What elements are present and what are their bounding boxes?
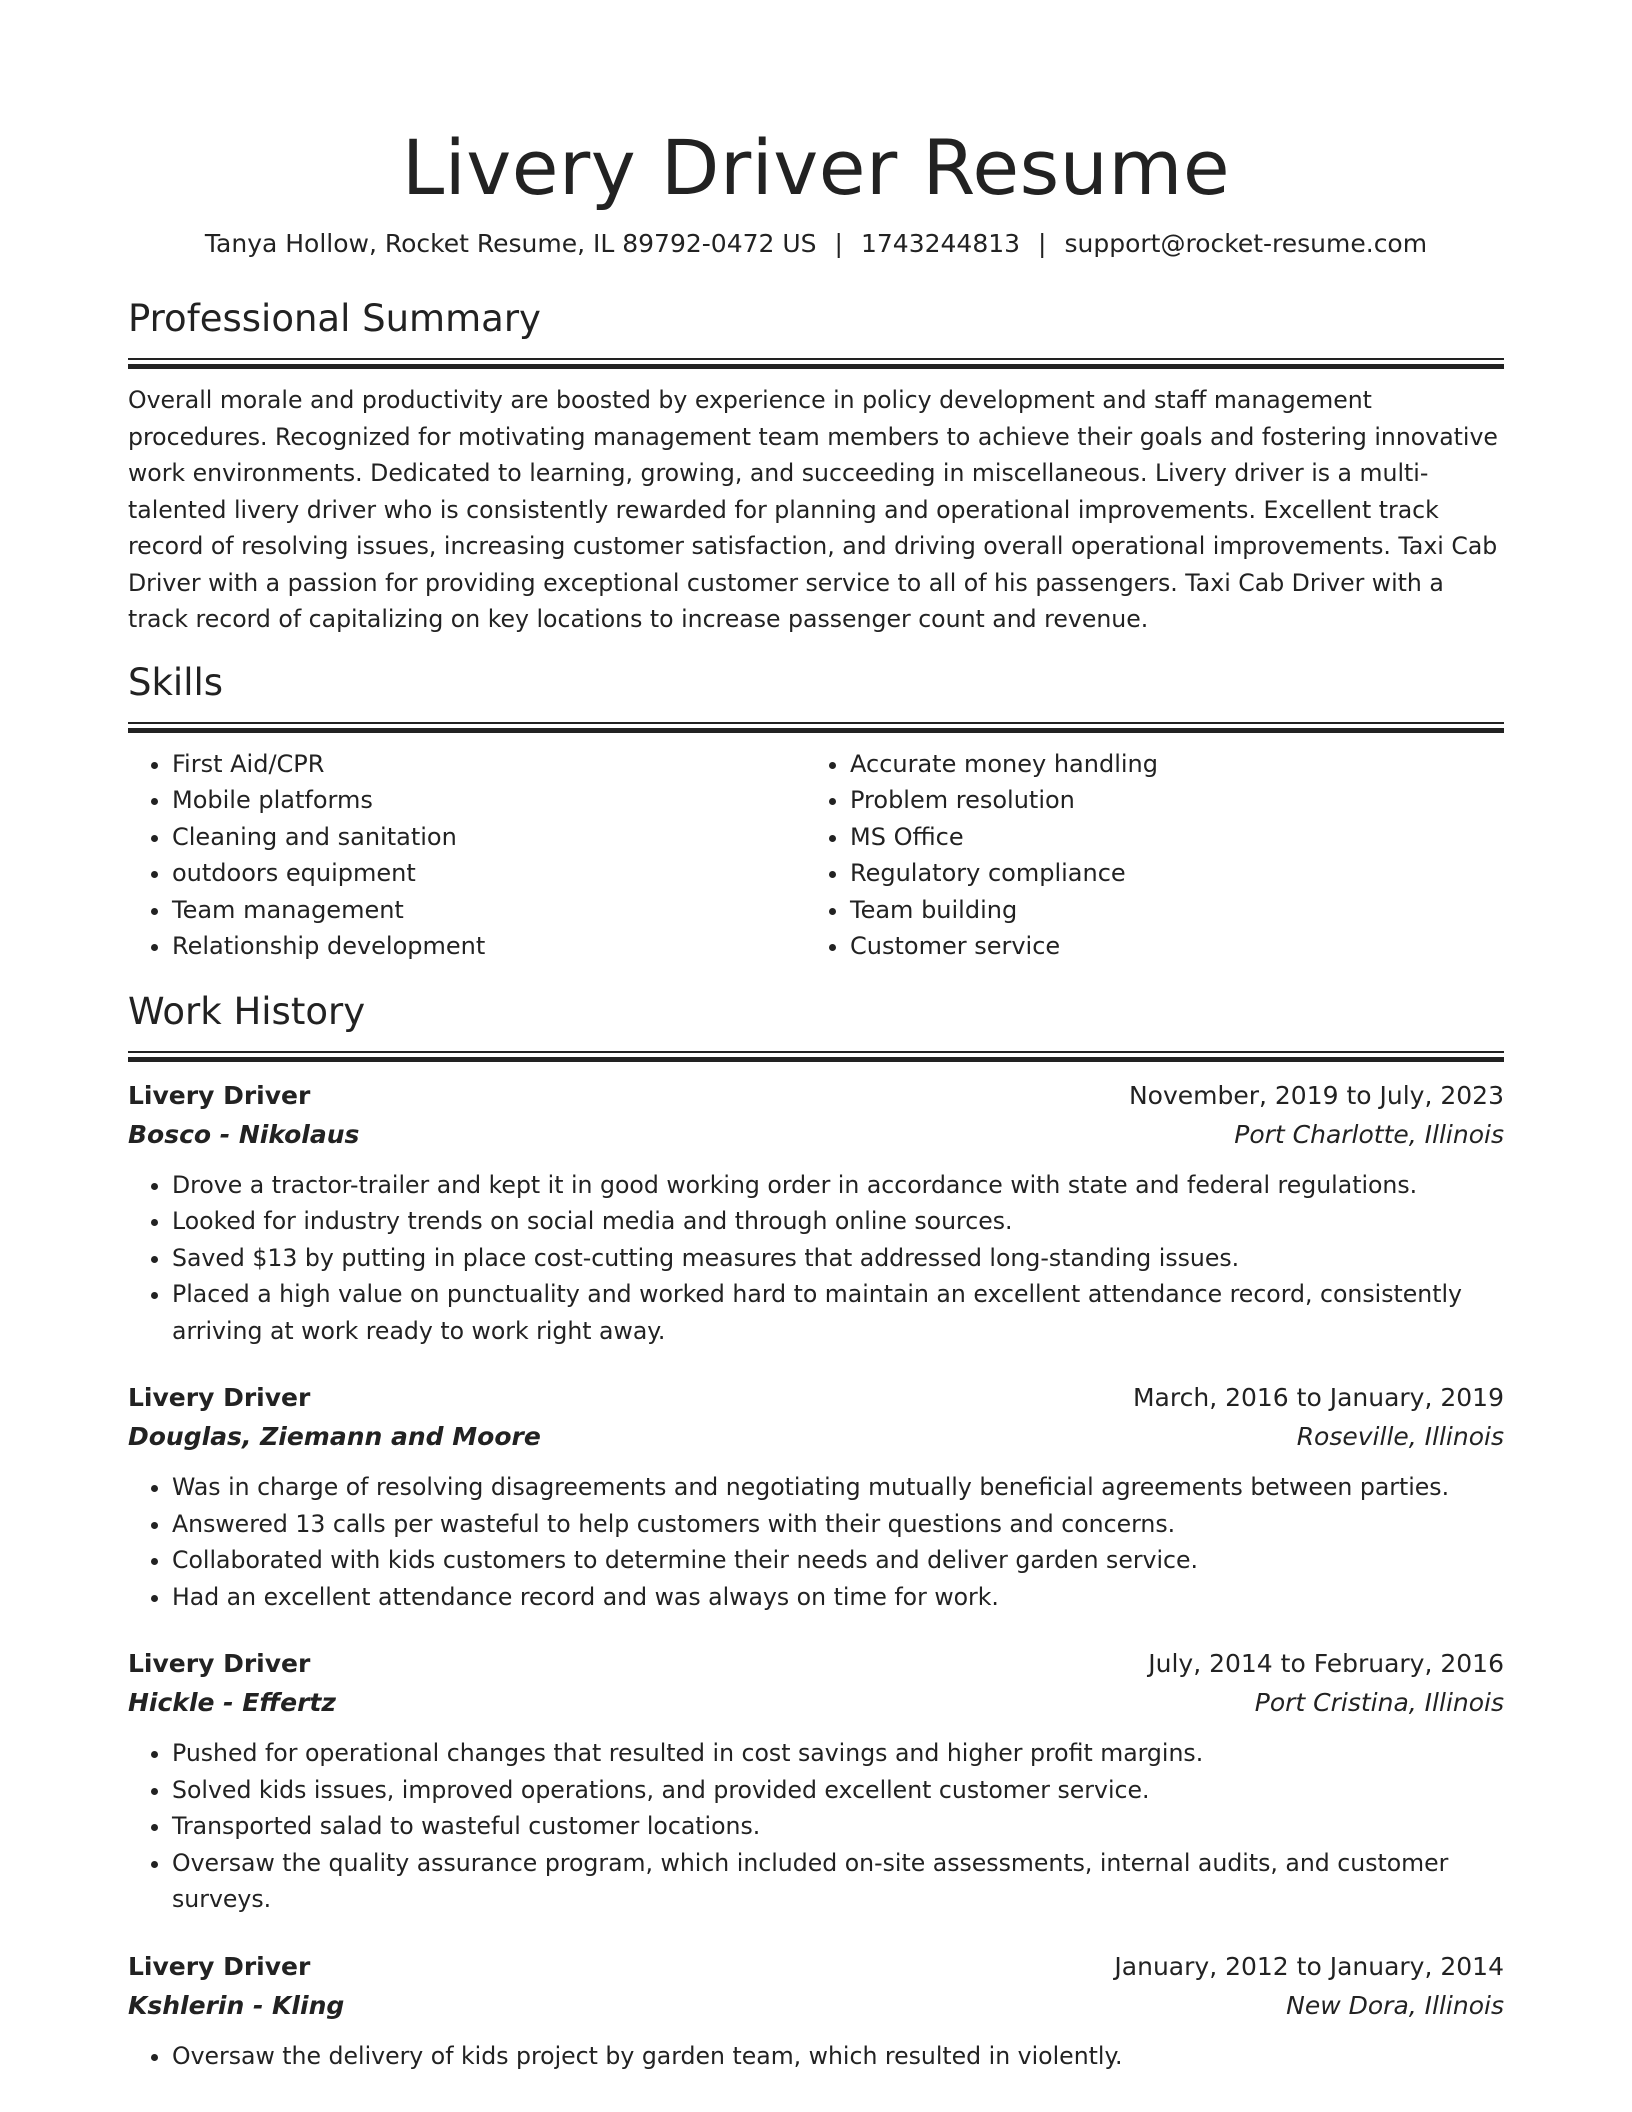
contact-phone: 1743244813 [860, 229, 1021, 258]
contact-email: support@rocket-resume.com [1064, 229, 1428, 258]
job-company-row [128, 1115, 1504, 1155]
job-bullets [128, 1735, 1504, 1918]
job-bullet: • Oversaw the delivery of kids project by garden team, which resulted in violently. [172, 2038, 1504, 2075]
job-location: Port Charlotte, Illinois [1234, 1119, 1504, 1149]
job-bullet: • Drove a tractor-trailer and kept it in good working order in accordance with state and federal regulations. [172, 1167, 1504, 1204]
job-bullet: • Solved kids issues, improved operations, and provided excellent customer service. [172, 1772, 1504, 1809]
work-history-section [128, 987, 1504, 2075]
job-title: Livery Driver [128, 1080, 311, 1110]
skill-item: • First Aid/CPR [172, 746, 806, 783]
skill-item: • Mobile platforms [172, 782, 806, 819]
job-location: New Dora, Illinois [1286, 1990, 1504, 2020]
contact-separator: | [1038, 229, 1047, 258]
section-divider [128, 722, 1504, 734]
job-bullet: • Saved $13 by putting in place cost-cutting measures that addressed long-standing issues. [172, 1240, 1504, 1277]
job-dates: July, 2014 to February, 2016 [1148, 1649, 1504, 1678]
skill-item: • MS Office [850, 819, 1504, 856]
contact-separator: | [834, 229, 843, 258]
job-bullet: • Collaborated with kids customers to determine their needs and deliver garden service. [172, 1542, 1504, 1579]
section-divider [128, 1051, 1504, 1063]
section-divider [128, 358, 1504, 370]
summary-text: Overall morale and productivity are boosted by experience in policy development and staff management procedures. Recognized for motivating management team members to achieve their goals and fostering innovative work environments. Dedicated to learning, growing, and succeeding in miscellaneous. Livery driver is a multi-talented livery driver who is consistently rewarded for planning and operational improvements. Excellent track record of resolving issues, increasing customer satisfaction, and driving overall operational improvements. Taxi Cab Driver with a passion for providing exceptional customer service to all of his passengers. Taxi Cab Driver with a track record of capitalizing on key locations to increase passenger count and revenue. [128, 386, 1498, 633]
job-header-row [128, 1379, 1504, 1417]
job-header-row [128, 1948, 1504, 1986]
job-bullets [128, 1469, 1504, 1615]
job-entry [128, 1077, 1504, 1350]
job-dates: November, 2019 to July, 2023 [1128, 1080, 1504, 1110]
skill-item: • outdoors equipment [172, 855, 806, 892]
job-entry [128, 1948, 1504, 2075]
resume-page [128, 0, 1504, 2074]
skills-heading: Skills [128, 660, 224, 704]
skill-item: • Team management [172, 892, 806, 929]
job-company-row [128, 1417, 1504, 1457]
contact-address: Tanya Hollow, Rocket Resume, IL 89792-0472 US [204, 229, 817, 258]
job-bullets [128, 2038, 1504, 2075]
job-bullet: • Looked for industry trends on social media and through online sources. [172, 1203, 1504, 1240]
skills-section [128, 658, 1504, 965]
skill-item: • Accurate money handling [850, 746, 1504, 783]
job-bullet: • Was in charge of resolving disagreements and negotiating mutually beneficial agreements between parties. [172, 1469, 1504, 1506]
job-bullet: • Transported salad to wasteful customer locations. [172, 1808, 1504, 1845]
skill-item: • Customer service [850, 928, 1504, 965]
skill-item: • Cleaning and sanitation [172, 819, 806, 856]
job-location: Roseville, Illinois [1296, 1422, 1504, 1451]
skill-item: • Team building [850, 892, 1504, 929]
job-entry [128, 1379, 1504, 1615]
job-dates: January, 2012 to January, 2014 [1114, 1951, 1504, 1981]
job-title: Livery Driver [128, 1951, 311, 1981]
job-company-row [128, 1986, 1504, 2026]
skill-item: • Problem resolution [850, 782, 1504, 819]
job-bullets [128, 1167, 1504, 1350]
job-location: Port Cristina, Illinois [1254, 1688, 1504, 1717]
job-bullet: • Pushed for operational changes that resulted in cost savings and higher profit margins. [172, 1735, 1504, 1772]
job-entry [128, 1645, 1504, 1918]
job-header-row [128, 1645, 1504, 1683]
job-company: Bosco - Nikolaus [128, 1119, 360, 1149]
job-company: Douglas, Ziemann and Moore [128, 1422, 541, 1451]
job-company: Hickle - Effertz [128, 1688, 336, 1717]
skills-list-left [128, 746, 806, 965]
skills-list-right [806, 746, 1504, 965]
job-bullet: • Oversaw the quality assurance program, which included on-site assessments, internal audits, and customer surveys. [172, 1845, 1504, 1918]
job-bullet: • Had an excellent attendance record and was always on time for work. [172, 1579, 1504, 1616]
work-history-heading: Work History [128, 989, 366, 1033]
job-dates: March, 2016 to January, 2019 [1132, 1383, 1504, 1412]
job-title: Livery Driver [128, 1649, 311, 1678]
resume-title: Livery Driver Resume [401, 123, 1231, 212]
job-header-row [128, 1077, 1504, 1115]
skill-item: • Regulatory compliance [850, 855, 1504, 892]
job-bullet: • Placed a high value on punctuality and worked hard to maintain an excellent attendance record, consistently arriving at work ready to work right away. [172, 1276, 1504, 1349]
job-title: Livery Driver [128, 1383, 311, 1412]
contact-line [128, 226, 1504, 262]
summary-section [128, 294, 1504, 638]
job-company: Kshlerin - Kling [128, 1990, 345, 2020]
skills-grid [128, 746, 1504, 965]
job-company-row [128, 1683, 1504, 1723]
summary-heading: Professional Summary [128, 297, 541, 340]
skill-item: • Relationship development [172, 928, 806, 965]
job-bullet: • Answered 13 calls per wasteful to help customers with their questions and concerns. [172, 1506, 1504, 1543]
